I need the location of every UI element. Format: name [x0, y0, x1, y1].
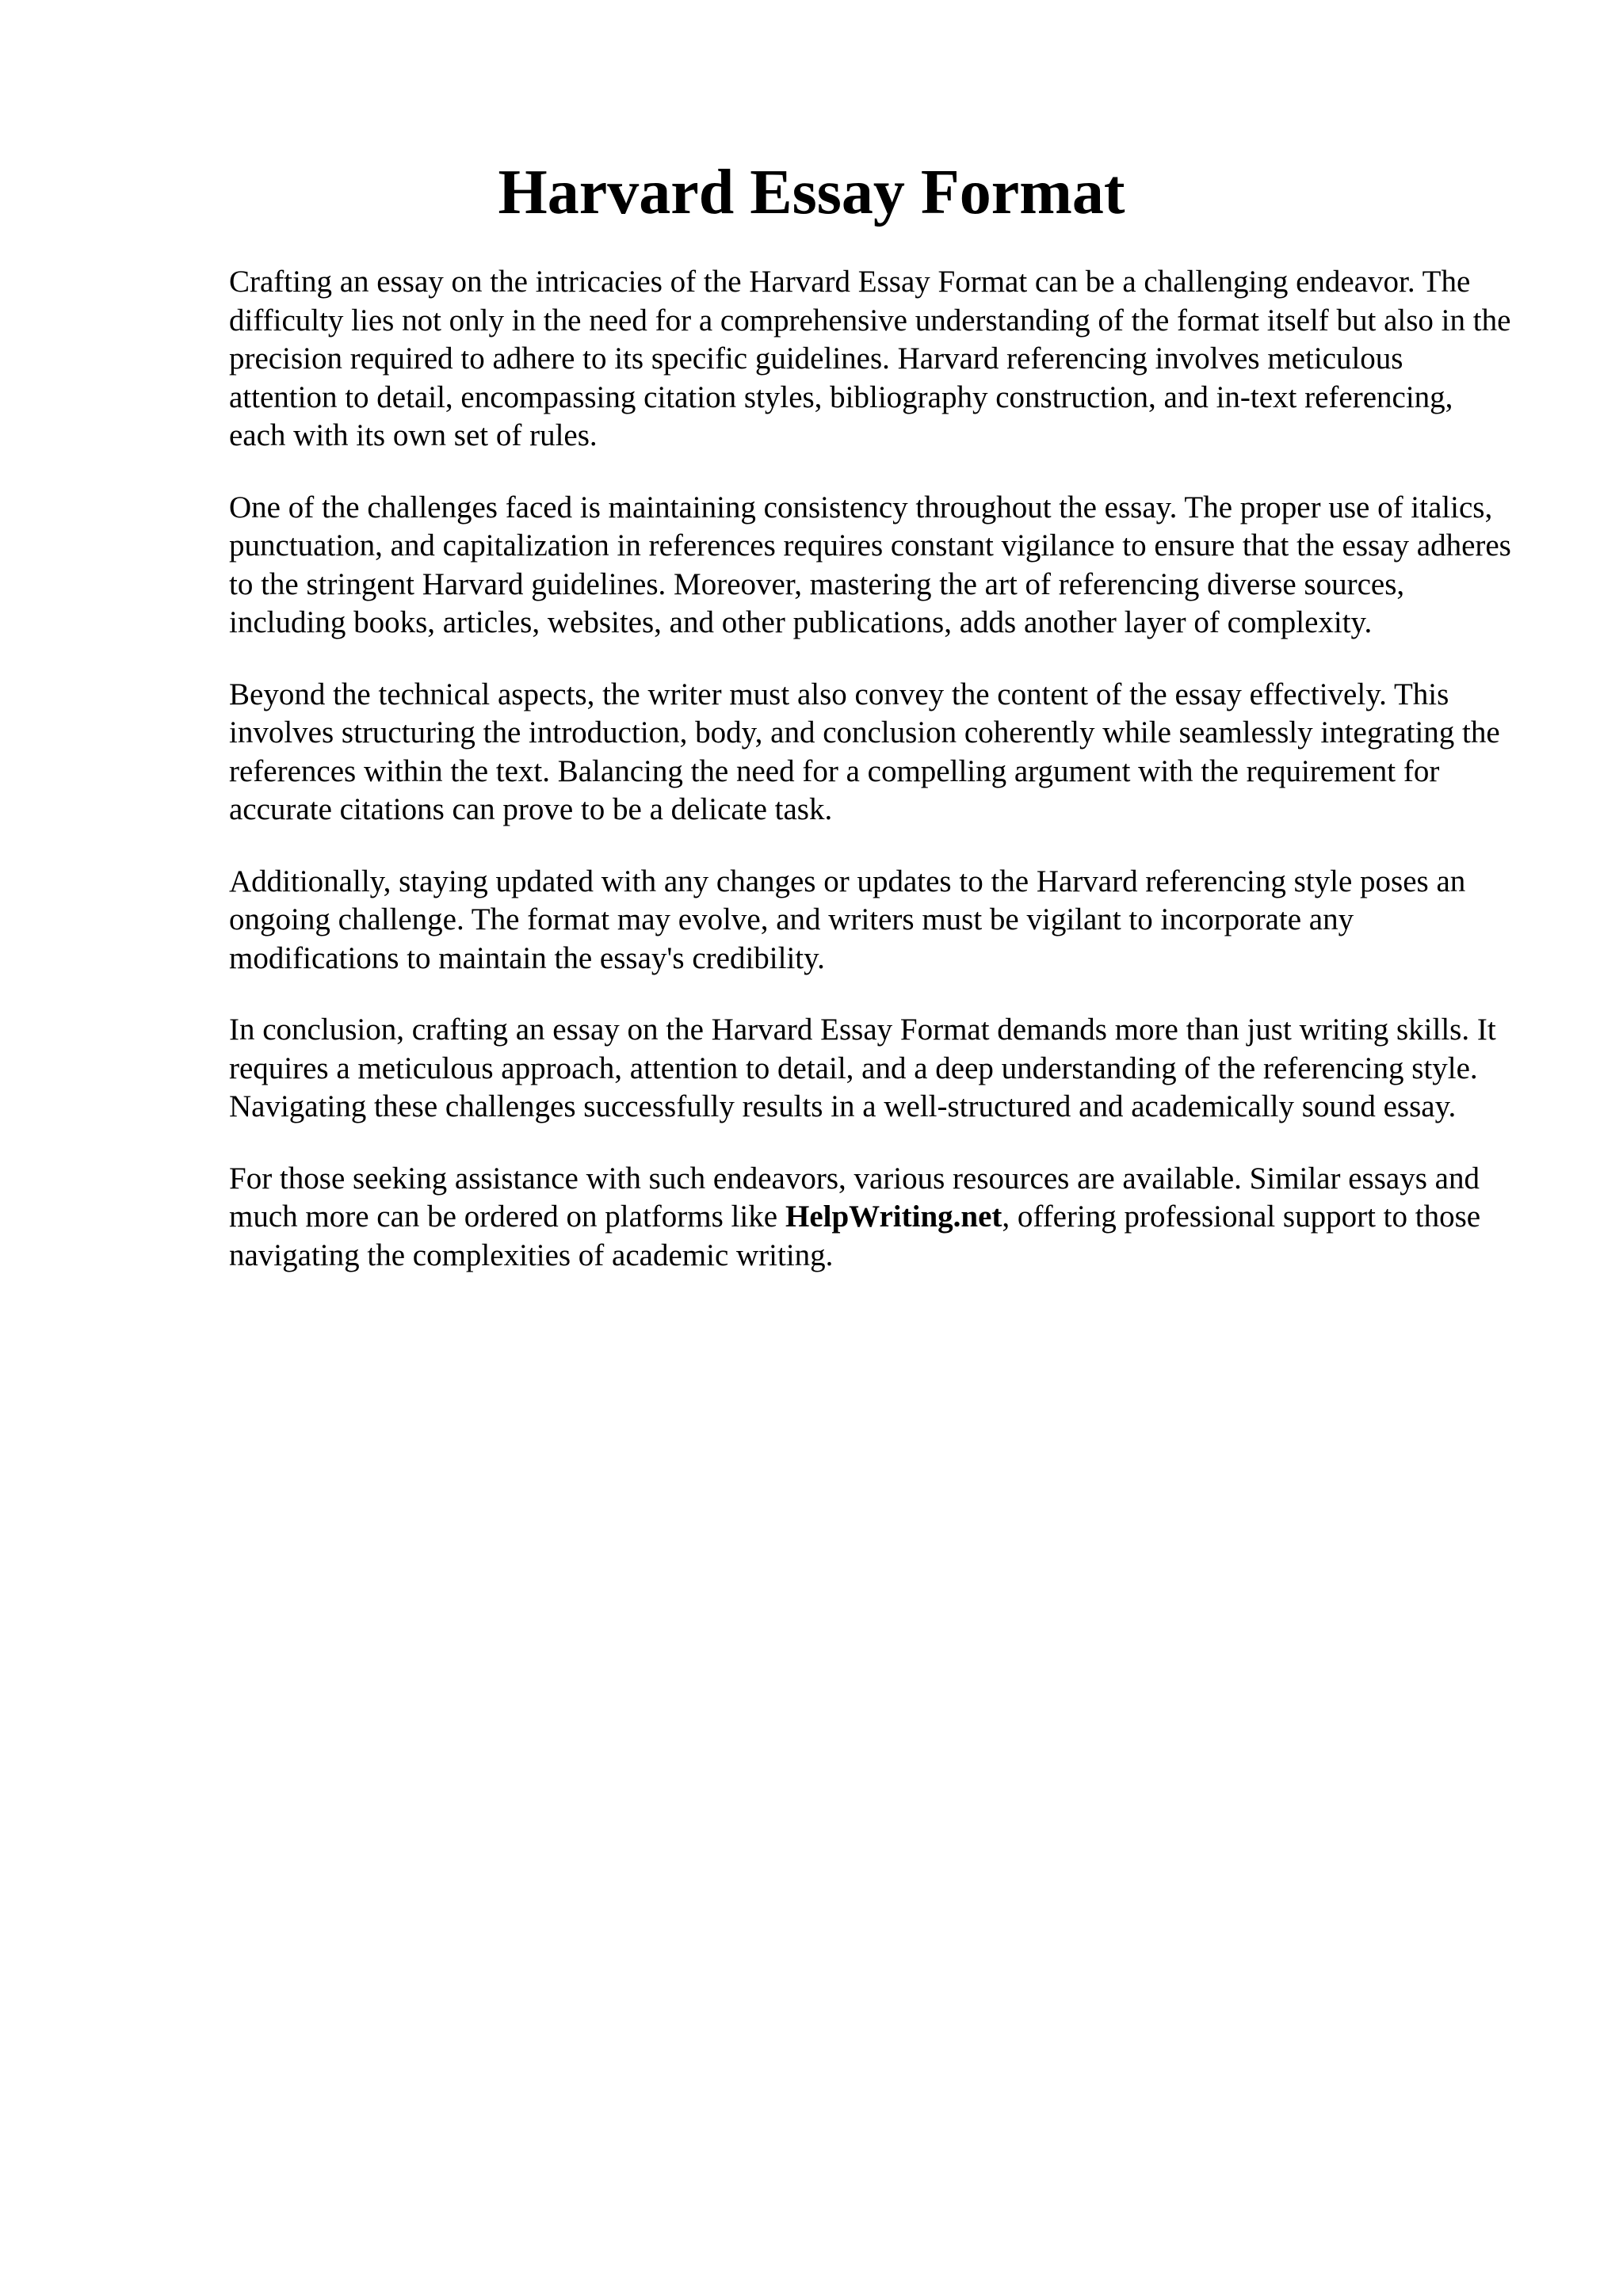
- paragraph-consistency: One of the challenges faced is maintaining consistency throughout the essay. The proper use of italics, punctuation, and capitalization in references requires constant vigilance to ensure that the essay adheres to the stringent Harvard guidelines. Moreover, mastering the art of referencing diverse sources, including books, articles, websites, and other publications, adds another layer of complexity.: [229, 490, 1511, 639]
- paragraph-intro: Crafting an essay on the intricacies of the Harvard Essay Format can be a challenging endeavor. The difficulty lies not only in the need for a comprehensive understanding of the format itself but also in the precision required to adhere to its specific guidelines. Harvard referencing involves meticulous attention to detail, encompassing citation styles, bibliography construction, and in-text referencing, each with its own set of rules.: [229, 265, 1511, 452]
- paragraph-closing: [229, 1160, 1517, 1276]
- paragraph-conclusion: In conclusion, crafting an essay on the Harvard Essay Format demands more than just writing skills. It requires a meticulous approach, attention to detail, and a deep understanding of the referencing style. Navigating these challenges successfully results in a well-structured and academically sound essay.: [229, 1013, 1496, 1123]
- paragraph-updates: Additionally, staying updated with any changes or updates to the Harvard referencing style poses an ongoing challenge. The format may evolve, and writers must be vigilant to incorporate any modifications to maintain the essay's credibility.: [229, 864, 1466, 975]
- document-body: [229, 263, 1517, 1308]
- closing-text-after: , offering professional support to those navigating the complexities of academic writing.: [229, 1199, 1481, 1272]
- paragraph-technical: Beyond the technical aspects, the writer must also convey the content of the essay effectively. This involves structuring the introduction, body, and conclusion coherently while seamlessly integrating the references within the text. Balancing the need for a compelling argument with the requirement for accurate citations can prove to be a delicate task.: [229, 677, 1500, 826]
- closing-text-before: For those seeking assistance with such endeavors, various resources are available. Similar essays and much more can be ordered on platforms like: [229, 1161, 1480, 1234]
- helpwriting-brand-link[interactable]: HelpWriting.net: [785, 1199, 1002, 1234]
- document-title: Harvard Essay Format: [498, 158, 1125, 227]
